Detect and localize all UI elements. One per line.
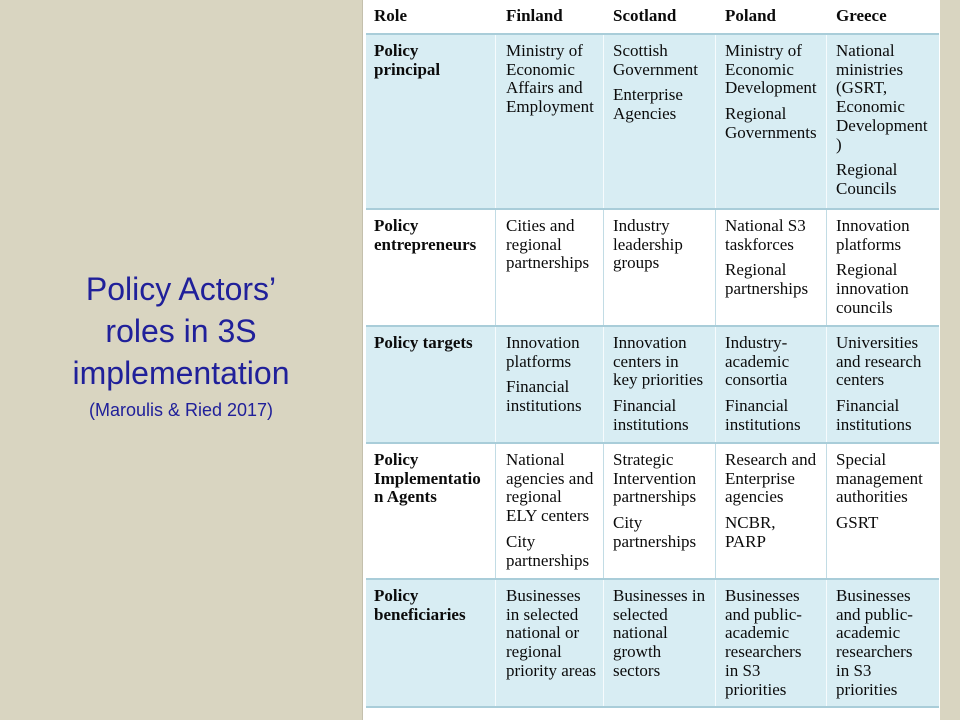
poland-cell — [716, 35, 827, 208]
cell-text-line: Special — [836, 450, 887, 469]
table-row-policy-targets — [366, 327, 939, 444]
cell-text-line: Regional — [725, 104, 787, 124]
header-greece-cell — [827, 0, 939, 33]
cell-text-line: regional — [506, 234, 562, 254]
cell-text-line: selected — [613, 604, 668, 624]
cell-text-line: agencies and — [506, 468, 594, 488]
cell-text-line: (GSRT, — [836, 78, 888, 98]
cell-paragraph — [836, 451, 936, 507]
cell-text-line: Affairs and — [506, 78, 583, 98]
cell-text-line: institutions — [506, 396, 582, 416]
cell-paragraph — [613, 397, 712, 434]
header-scotland-cell — [604, 0, 716, 33]
cell-paragraph — [374, 451, 492, 507]
cell-text-line: in S3 — [725, 660, 761, 680]
greece-cell — [827, 35, 939, 208]
cell-text-line: National S3 — [725, 216, 806, 235]
cell-text-line: groups — [613, 253, 660, 273]
role-cell — [366, 327, 496, 442]
cell-text-line: GSRT — [836, 513, 879, 533]
cell-text-line: ) — [836, 134, 842, 154]
table-row-policy-principal — [366, 35, 939, 210]
cell-text-line: and public- — [725, 604, 802, 624]
cell-text-line: Financial — [725, 396, 789, 416]
cell-paragraph — [613, 86, 712, 123]
cell-paragraph — [374, 217, 492, 254]
cell-text-line: management — [836, 468, 923, 488]
cell-text-line: Scottish — [613, 41, 668, 60]
role-label-line: n Agents — [374, 487, 437, 507]
table-panel — [363, 0, 940, 720]
cell-paragraph — [836, 587, 936, 699]
cell-text-line: academic — [725, 623, 790, 643]
cell-paragraph — [506, 451, 600, 526]
cell-paragraph — [613, 587, 712, 681]
cell-text-line: platforms — [506, 351, 572, 371]
cell-paragraph — [725, 451, 823, 507]
policy-actors-table — [366, 0, 939, 708]
cell-text-line: Universities — [836, 333, 919, 352]
cell-text-line: Agencies — [613, 104, 677, 124]
header-label: Poland — [725, 6, 777, 25]
cell-text-line: priorities — [836, 679, 898, 699]
cell-paragraph — [506, 587, 600, 681]
cell-paragraph — [725, 261, 823, 298]
finland-cell — [496, 35, 604, 208]
cell-text-line: Enterprise — [725, 468, 795, 488]
cell-text-line: City — [613, 513, 643, 533]
role-cell — [366, 210, 496, 325]
cell-paragraph — [506, 533, 600, 570]
poland-cell — [716, 444, 827, 578]
cell-text-line: Development — [725, 78, 817, 98]
header-finland-cell — [496, 0, 604, 33]
scotland-cell — [604, 580, 716, 706]
cell-text-line: Government — [613, 59, 698, 79]
finland-cell — [496, 327, 604, 442]
greece-cell — [827, 444, 939, 578]
cell-text-line: NCBR, — [725, 513, 776, 533]
cell-text-line: national — [613, 623, 668, 643]
poland-cell — [716, 327, 827, 442]
cell-text-line: Industry — [613, 216, 670, 235]
cell-text-line: sectors — [613, 660, 661, 680]
role-cell — [366, 35, 496, 208]
cell-text-line: Businesses — [725, 586, 800, 605]
cell-paragraph — [725, 587, 823, 699]
finland-cell — [496, 444, 604, 578]
cell-text-line: Strategic — [613, 450, 674, 469]
slide-title-block — [0, 268, 362, 422]
header-label: Finland — [506, 6, 563, 25]
poland-cell — [716, 580, 827, 706]
cell-text-line: partnerships — [506, 253, 590, 273]
cell-text-line: leadership — [613, 234, 683, 254]
cell-text-line: centers — [836, 370, 885, 390]
citation: (Maroulis & Ried 2017) — [88, 400, 274, 420]
cell-text-line: academic — [836, 623, 901, 643]
cell-paragraph — [836, 161, 936, 198]
cell-text-line: Innovation — [613, 333, 687, 352]
header-label: Scotland — [613, 6, 677, 25]
cell-text-line: agencies — [725, 487, 784, 507]
cell-text-line: institutions — [836, 414, 912, 434]
cell-text-line: Cities and — [506, 216, 575, 235]
cell-text-line: taskforces — [725, 234, 794, 254]
cell-text-line: institutions — [725, 414, 801, 434]
cell-paragraph — [613, 42, 712, 79]
role-label-line: Policy targets — [374, 333, 473, 352]
cell-text-line: partnerships — [613, 531, 697, 551]
role-label-line: principal — [374, 59, 441, 79]
greece-cell — [827, 327, 939, 442]
cell-text-line: National — [506, 450, 565, 469]
table-row-policy-implementation-agents — [366, 444, 939, 580]
cell-text-line: consortia — [725, 370, 788, 390]
cell-text-line: and public- — [836, 604, 913, 624]
cell-text-line: regional — [506, 487, 562, 507]
role-cell — [366, 444, 496, 578]
scotland-cell — [604, 444, 716, 578]
cell-paragraph — [374, 42, 492, 79]
cell-text-line: Industry- — [725, 333, 788, 352]
cell-paragraph — [374, 334, 492, 353]
cell-paragraph — [725, 217, 823, 254]
slide-title-line: Policy Actors’ — [85, 271, 277, 307]
slide-title-line: roles in 3S — [105, 313, 257, 349]
cell-text-line: Regional — [725, 260, 787, 280]
cell-text-line: partnerships — [613, 487, 697, 507]
cell-paragraph — [613, 334, 712, 390]
cell-text-line: ministries — [836, 59, 904, 79]
cell-text-line: Employment — [506, 97, 594, 117]
header-label: Greece — [836, 6, 887, 25]
cell-text-line: regional — [506, 642, 562, 662]
cell-text-line: key priorities — [613, 370, 704, 390]
cell-text-line: Economic — [725, 59, 794, 79]
cell-paragraph — [613, 514, 712, 551]
cell-paragraph — [836, 217, 936, 254]
cell-paragraph — [836, 514, 936, 533]
cell-paragraph — [506, 378, 600, 415]
cell-text-line: partnerships — [725, 279, 809, 299]
cell-text-line: Innovation — [506, 333, 580, 352]
scotland-cell — [604, 35, 716, 208]
cell-text-line: academic — [725, 351, 790, 371]
cell-paragraph — [725, 334, 823, 390]
cell-text-line: Enterprise — [613, 85, 683, 105]
cell-text-line: researchers — [836, 642, 913, 662]
cell-text-line: in S3 — [836, 660, 872, 680]
cell-text-line: Financial — [506, 377, 570, 397]
cell-text-line: and research — [836, 351, 922, 371]
table-row-policy-entrepreneurs — [366, 210, 939, 327]
cell-paragraph — [836, 397, 936, 434]
cell-paragraph — [613, 451, 712, 507]
cell-text-line: Development — [836, 115, 928, 135]
cell-text-line: Ministry of — [725, 41, 802, 60]
header-poland-cell — [716, 0, 827, 33]
cell-text-line: PARP — [725, 531, 766, 551]
cell-text-line: City — [506, 531, 536, 551]
cell-text-line: in selected — [506, 604, 579, 624]
cell-text-line: National — [836, 41, 895, 60]
cell-text-line: centers in — [613, 351, 679, 371]
cell-text-line: partnerships — [506, 550, 590, 570]
role-label-line: beneficiaries — [374, 604, 466, 624]
header-label: Role — [374, 6, 408, 25]
scotland-cell — [604, 210, 716, 325]
cell-paragraph — [506, 42, 600, 117]
table-row-policy-beneficiaries — [366, 580, 939, 708]
cell-paragraph — [506, 217, 600, 273]
cell-text-line: Ministry of — [506, 41, 583, 60]
header-role-cell — [366, 0, 496, 33]
cell-text-line: ELY centers — [506, 506, 590, 526]
cell-paragraph — [836, 261, 936, 317]
cell-paragraph — [725, 397, 823, 434]
cell-text-line: researchers — [725, 642, 802, 662]
cell-text-line: Intervention — [613, 468, 697, 488]
cell-text-line: Economic — [836, 97, 905, 117]
greece-cell — [827, 580, 939, 706]
cell-text-line: Financial — [613, 396, 677, 416]
cell-text-line: Businesses — [506, 586, 581, 605]
cell-text-line: authorities — [836, 487, 908, 507]
cell-text-line: Councils — [836, 178, 897, 198]
cell-text-line: Regional — [836, 160, 898, 180]
scotland-cell — [604, 327, 716, 442]
cell-text-line: Businesses — [836, 586, 911, 605]
role-label-line: Implementatio — [374, 468, 481, 488]
cell-text-line: Financial — [836, 396, 900, 416]
cell-paragraph — [374, 587, 492, 624]
cell-text-line: national or — [506, 623, 580, 643]
cell-text-line: Businesses in — [613, 586, 706, 605]
poland-cell — [716, 210, 827, 325]
cell-text-line: councils — [836, 297, 893, 317]
cell-text-line: platforms — [836, 234, 902, 254]
role-label-line: Policy — [374, 586, 419, 605]
cell-text-line: Economic — [506, 59, 575, 79]
slide-title-line: implementation — [72, 355, 290, 391]
cell-paragraph — [725, 42, 823, 98]
cell-text-line: Regional — [836, 260, 898, 280]
cell-text-line: Innovation — [836, 216, 910, 235]
cell-text-line: priorities — [725, 679, 787, 699]
greece-cell — [827, 210, 939, 325]
role-label-line: Policy — [374, 450, 419, 469]
cell-text-line: priority areas — [506, 660, 597, 680]
finland-cell — [496, 210, 604, 325]
cell-text-line: innovation — [836, 279, 909, 299]
role-label-line: Policy — [374, 41, 419, 60]
cell-paragraph — [836, 42, 936, 154]
cell-paragraph — [725, 105, 823, 142]
finland-cell — [496, 580, 604, 706]
cell-paragraph — [725, 514, 823, 551]
cell-text-line: growth — [613, 642, 662, 662]
cell-paragraph — [613, 217, 712, 273]
cell-paragraph — [836, 334, 936, 390]
cell-text-line: Research and — [725, 450, 817, 469]
cell-text-line: institutions — [613, 414, 689, 434]
cell-paragraph — [506, 334, 600, 371]
cell-text-line: Governments — [725, 122, 817, 142]
role-cell — [366, 580, 496, 706]
role-label-line: Policy — [374, 216, 419, 235]
table-header-row — [366, 0, 939, 35]
role-label-line: entrepreneurs — [374, 234, 477, 254]
